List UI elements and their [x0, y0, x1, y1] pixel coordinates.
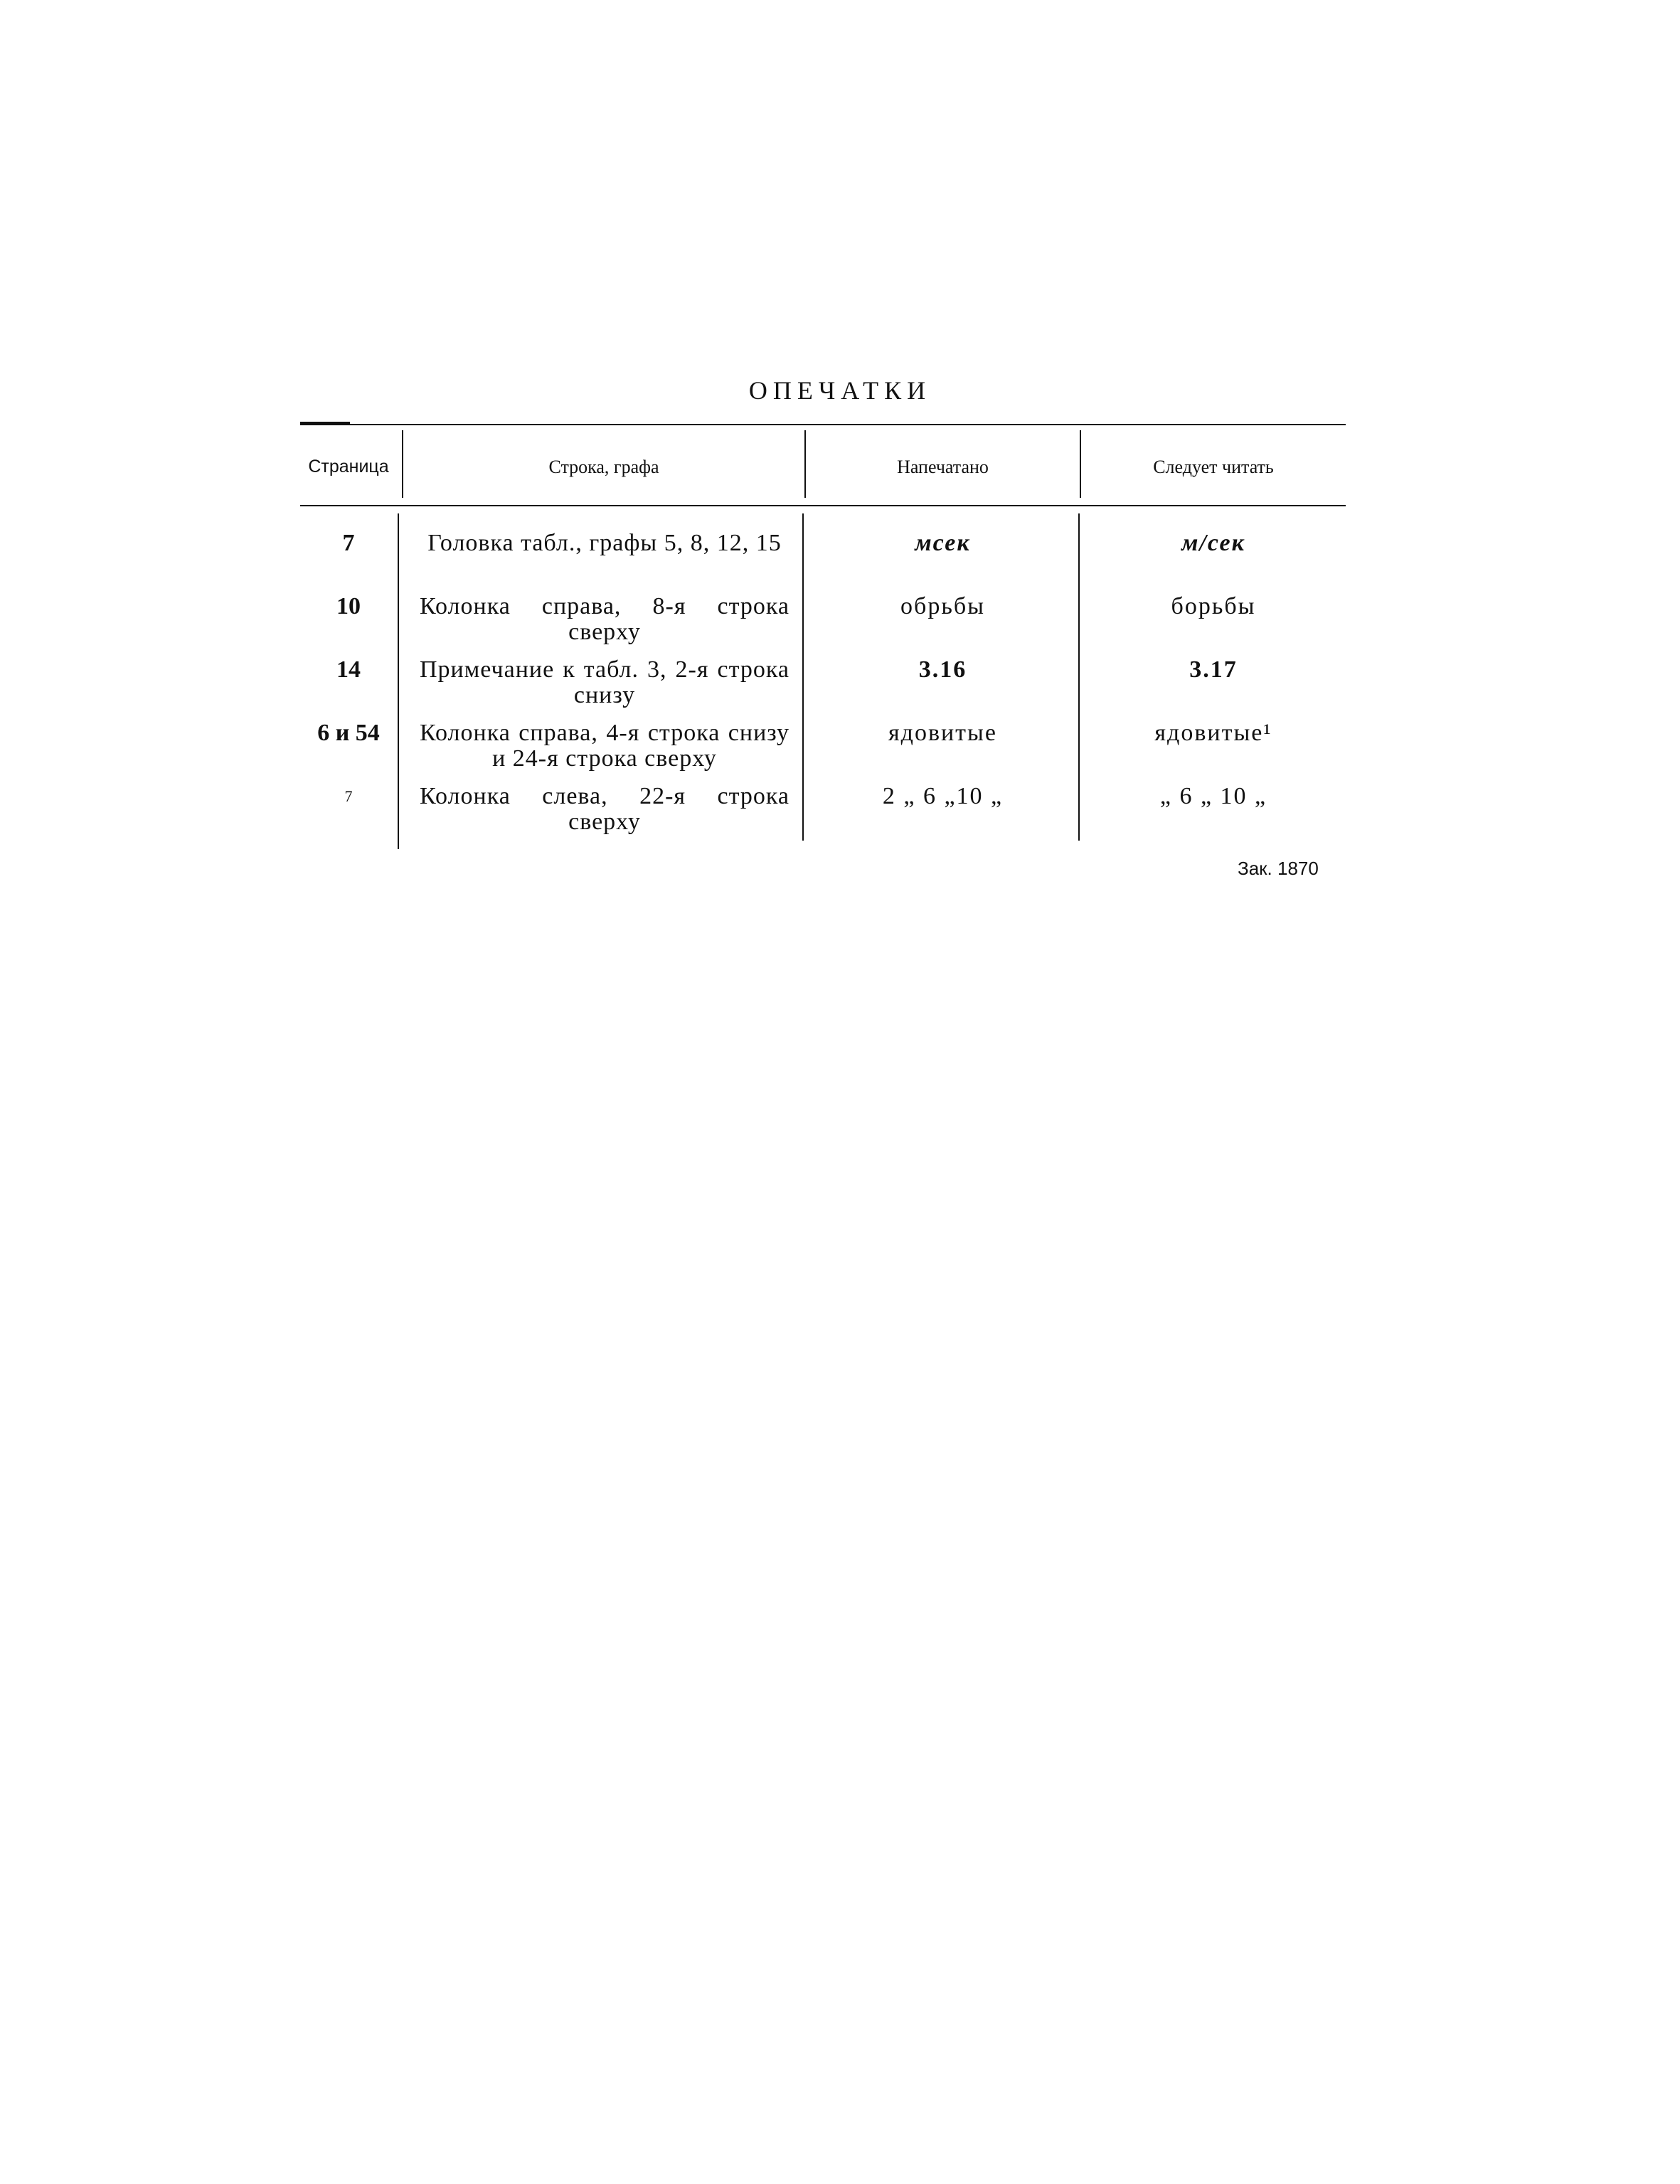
- row-3-line-text: Примечание к табл. 3, 2-я строка снизу: [420, 656, 790, 708]
- row-4-line-text: Колонка справа, 4-я строка снизу и 24-я строка сверху: [420, 720, 790, 772]
- row-1-line-text: Головка табл., графы 5, 8, 12, 15: [427, 530, 782, 556]
- row-1-line: [420, 531, 790, 556]
- row-2-line: [420, 594, 790, 645]
- row-1-printed: мсек: [915, 530, 971, 556]
- row-5-printed: 2 „ 6 „10 „: [882, 783, 1004, 809]
- row-5-page: 7: [344, 787, 353, 805]
- row-4-printed: ядовитые: [888, 720, 997, 746]
- row-3-read: 3.17: [1189, 656, 1238, 683]
- row-5-line-text: Колонка слева, 22-я строка сверху: [420, 783, 790, 835]
- order-number: Зак. 1870: [1238, 858, 1319, 879]
- header-read: Следует читать: [1153, 457, 1274, 477]
- row-2-read: борьбы: [1171, 593, 1256, 619]
- header-page: Страница: [308, 457, 389, 476]
- row-5-line: [420, 784, 790, 835]
- row-4-page: 6 и 54: [317, 720, 380, 746]
- row-2-line-text: Колонка справа, 8-я строка сверху: [420, 593, 790, 645]
- table-header-rule: [300, 505, 1346, 506]
- row-3-page: 14: [336, 656, 361, 683]
- row-5-read: „ 6 „ 10 „: [1159, 783, 1267, 809]
- page-title: ОПЕЧАТКИ: [748, 376, 932, 405]
- row-1-read: м/сек: [1181, 530, 1245, 556]
- row-3-line: [420, 657, 790, 708]
- column-divider-2-body: [802, 513, 804, 841]
- row-3-printed: 3.16: [918, 656, 967, 683]
- table-top-rule: [300, 424, 1346, 425]
- row-2-page: 10: [336, 593, 361, 619]
- header-printed: Напечатано: [897, 457, 989, 477]
- row-1-page: 7: [342, 530, 355, 556]
- row-4-line: [420, 720, 790, 772]
- row-4-read: ядовитые¹: [1154, 720, 1272, 746]
- row-2-printed: обрьбы: [900, 593, 985, 619]
- header-line: Строка, графа: [548, 457, 659, 477]
